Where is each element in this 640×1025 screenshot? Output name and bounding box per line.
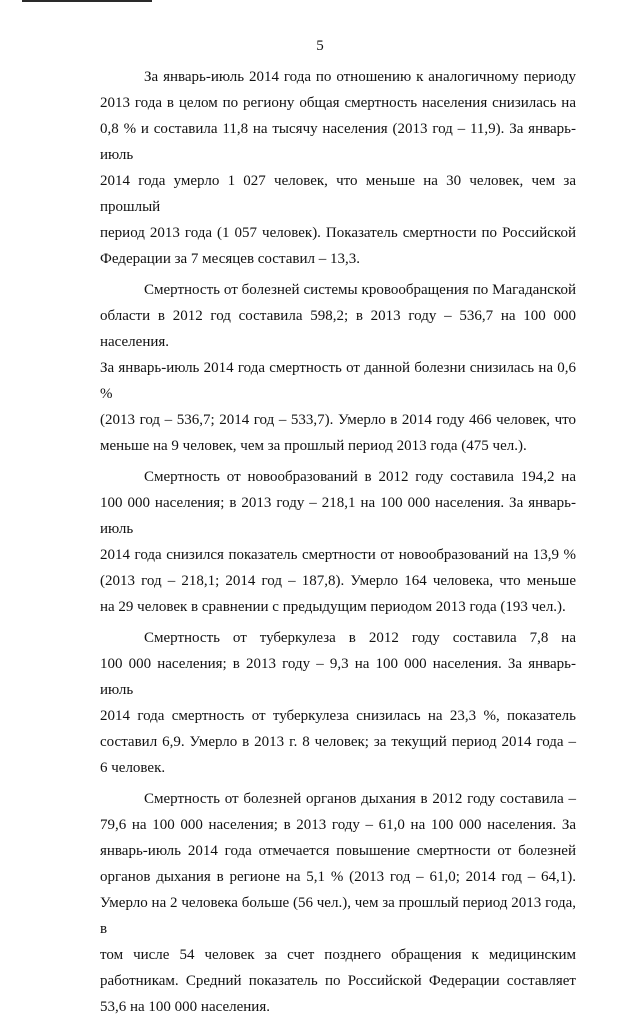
text-line: За январь-июль 2014 года по отношению к аналогичному периоду: [144, 69, 576, 85]
text-line: январь-июль 2014 года отмечается повышение смертности от болезней: [100, 843, 576, 859]
text-line: органов дыхания в регионе на 5,1 % (2013 год – 61,0; 2014 год – 64,1).: [100, 869, 576, 885]
text-line: За январь-июль 2014 года смертность от данной болезни снизилась на 0,6 %: [100, 360, 576, 402]
text-line: Смертность от новообразований в 2012 году составила 194,2 на: [144, 469, 576, 485]
text-line: 2013 года в целом по региону общая смертность населения снизилась на: [100, 95, 576, 111]
text-line: Смертность от болезней органов дыхания в 2012 году составила –: [144, 791, 576, 807]
paragraph-tuberculosis-mortality: [100, 625, 576, 781]
text-line: 53,6 на 100 000 населения.: [100, 999, 270, 1015]
text-line: Смертность от болезней системы кровообращения по Магаданской: [144, 282, 576, 298]
scan-edge-mark: [22, 0, 152, 2]
text-line: Федерации за 7 месяцев составил – 13,3.: [100, 251, 360, 267]
text-line: Смертность от туберкулеза в 2012 году составила 7,8 на: [144, 630, 576, 646]
page-number: 5: [316, 38, 324, 54]
text-line: области в 2012 год составила 598,2; в 2013 году – 536,7 на 100 000 населения.: [100, 308, 576, 350]
text-line: работникам. Средний показатель по Российской Федерации составляет: [100, 973, 576, 989]
document-body: [100, 64, 576, 1025]
text-line: (2013 год – 536,7; 2014 год – 533,7). Умерло в 2014 году 466 человек, что: [100, 412, 576, 428]
text-line: 100 000 населения; в 2013 году – 9,3 на 100 000 населения. За январь-июль: [100, 656, 576, 698]
text-line: на 29 человек в сравнении с предыдущим периодом 2013 года (193 чел.).: [100, 599, 566, 615]
text-line: период 2013 года (1 057 человек). Показатель смертности по Российской: [100, 225, 576, 241]
paragraph-respiratory-mortality: [100, 786, 576, 1020]
text-line: том числе 54 человек за счет позднего обращения к медицинским: [100, 947, 576, 963]
text-line: (2013 год – 218,1; 2014 год – 187,8). Умерло 164 человека, что меньше: [100, 573, 576, 589]
text-line: 79,6 на 100 000 населения; в 2013 году – 61,0 на 100 000 населения. За: [100, 817, 576, 833]
paragraph-neoplasm-mortality: [100, 464, 576, 620]
text-line: 100 000 населения; в 2013 году – 218,1 на 100 000 населения. За январь-июль: [100, 495, 576, 537]
text-line: 0,8 % и составила 11,8 на тысячу населения (2013 год – 11,9). За январь-июль: [100, 121, 576, 163]
text-line: Умерло на 2 человека больше (56 чел.), чем за прошлый период 2013 года, в: [100, 895, 576, 937]
text-line: 2014 года снизился показатель смертности от новообразований на 13,9 %: [100, 547, 576, 563]
text-line: составил 6,9. Умерло в 2013 г. 8 человек; за текущий период 2014 года –: [100, 734, 576, 750]
paragraph-circulatory-mortality: [100, 277, 576, 459]
text-line: 2014 года смертность от туберкулеза снизилась на 23,3 %, показатель: [100, 708, 576, 724]
text-line: 6 человек.: [100, 760, 166, 776]
paragraph-overall-mortality: [100, 64, 576, 272]
text-line: меньше на 9 человек, чем за прошлый период 2013 года (475 чел.).: [100, 438, 527, 454]
text-line: 2014 года умерло 1 027 человек, что меньше на 30 человек, чем за прошлый: [100, 173, 576, 215]
